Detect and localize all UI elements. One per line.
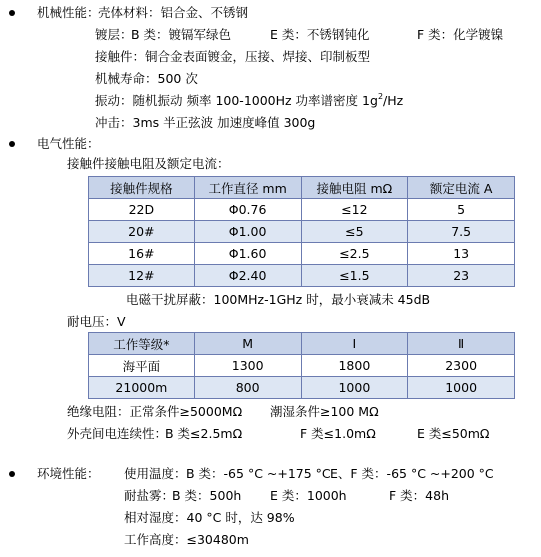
vibration-main: 振动：随机振动 频率 100-1000Hz 功率谱密度 1g: [95, 93, 378, 108]
table-cell: 1300: [194, 355, 301, 377]
bullet-mechanical: [9, 10, 15, 16]
table-cell: 12#: [89, 265, 195, 287]
vibration-unit: /Hz: [383, 93, 404, 108]
table-row: [89, 355, 515, 377]
contact-table-header: [89, 177, 515, 199]
table-cell: Φ1.00: [194, 221, 301, 243]
insulation-humid: 潮湿条件≥100 MΩ: [270, 404, 379, 419]
table-cell: 800: [194, 377, 301, 399]
table-cell: Φ0.76: [194, 199, 301, 221]
table-row: [89, 265, 515, 287]
table-row: [89, 221, 515, 243]
col-header: 接触电阻 mΩ: [301, 177, 408, 199]
table-cell: Φ2.40: [194, 265, 301, 287]
table-cell: 1800: [301, 355, 408, 377]
salt-spray-e: E 类：1000h: [270, 488, 347, 503]
plating-b: B 类：镀镉军绿色: [131, 27, 232, 42]
col-header: Ⅰ: [301, 333, 408, 355]
table-cell: ≤5: [301, 221, 408, 243]
col-header: 额定电流 A: [408, 177, 515, 199]
table-cell: ≤1.5: [301, 265, 408, 287]
table-row: [89, 199, 515, 221]
table-cell: 海平面: [89, 355, 195, 377]
voltage-table-header: [89, 333, 515, 355]
voltage-caption: 耐电压：V: [67, 314, 126, 329]
table-cell: 23: [408, 265, 515, 287]
working-altitude: 工作高度：≤30480m: [124, 532, 249, 547]
relative-humidity: 相对湿度：40 °C 时，达 98%: [124, 510, 295, 525]
salt-spray-f: F 类：48h: [389, 488, 449, 503]
table1-caption: 接触件接触电阻及额定电流：: [67, 156, 230, 171]
plating-e: E 类：不锈钢钝化: [270, 27, 370, 42]
vibration: [95, 92, 403, 110]
table-cell: ≤2.5: [301, 243, 408, 265]
table-cell: 16#: [89, 243, 195, 265]
mechanical-heading: 机械性能：: [37, 5, 100, 20]
col-header: Ⅱ: [408, 333, 515, 355]
shell-continuity-f: F 类≤1.0mΩ: [300, 426, 376, 441]
salt-spray-label: 耐盐雾：: [124, 488, 175, 503]
environment-heading: 环境性能：: [37, 466, 100, 481]
col-header: M: [194, 333, 301, 355]
col-header: 工作直径 mm: [194, 177, 301, 199]
col-header: 工作等级*: [89, 333, 195, 355]
mechanical-life: 机械寿命：500 次: [95, 71, 198, 86]
housing-material: 壳体材料：铝合金、不锈钢: [98, 5, 249, 20]
table-cell: 22D: [89, 199, 195, 221]
table-cell: 5: [408, 199, 515, 221]
table-cell: 7.5: [408, 221, 515, 243]
table-row: [89, 377, 515, 399]
shell-continuity-b: B 类≤2.5mΩ: [165, 426, 243, 441]
plating-f: F 类：化学镀镍: [417, 27, 504, 42]
temperature-ef: E、F 类：-65 °C ~+200 °C: [330, 466, 494, 481]
table-cell: 21000m: [89, 377, 195, 399]
table-cell: 1000: [408, 377, 515, 399]
plating-label: 镀层：: [95, 27, 133, 42]
table-cell: 1000: [301, 377, 408, 399]
shell-continuity-label: 外壳间电连续性：: [67, 426, 168, 441]
bullet-electrical: [9, 141, 15, 147]
table-row: [89, 243, 515, 265]
shock: 冲击：3ms 半正弦波 加速度峰值 300g: [95, 115, 316, 130]
table-cell: 13: [408, 243, 515, 265]
salt-spray-b: B 类：500h: [172, 488, 242, 503]
table-cell: ≤12: [301, 199, 408, 221]
temperature-label: 使用温度：: [124, 466, 187, 481]
table-cell: 2300: [408, 355, 515, 377]
temperature-b: B 类：-65 °C ~+175 °C: [186, 466, 331, 481]
contact-table: [88, 176, 515, 287]
electrical-heading: 电气性能：: [37, 136, 100, 151]
table-cell: 20#: [89, 221, 195, 243]
emi-shielding: 电磁干扰屏蔽：100MHz-1GHz 时，最小衰减未 45dB: [126, 292, 431, 307]
table-cell: Φ1.60: [194, 243, 301, 265]
insulation-normal: 绝缘电阻：正常条件≥5000MΩ: [67, 404, 243, 419]
vibration-superscript: 2: [377, 92, 384, 101]
contact-material: 接触件：铜合金表面镀金，压接、焊接、印制板型: [95, 49, 371, 64]
shell-continuity-e: E 类≤50mΩ: [417, 426, 490, 441]
col-header: 接触件规格: [89, 177, 195, 199]
bullet-environment: [9, 471, 15, 477]
voltage-table: [88, 332, 515, 399]
